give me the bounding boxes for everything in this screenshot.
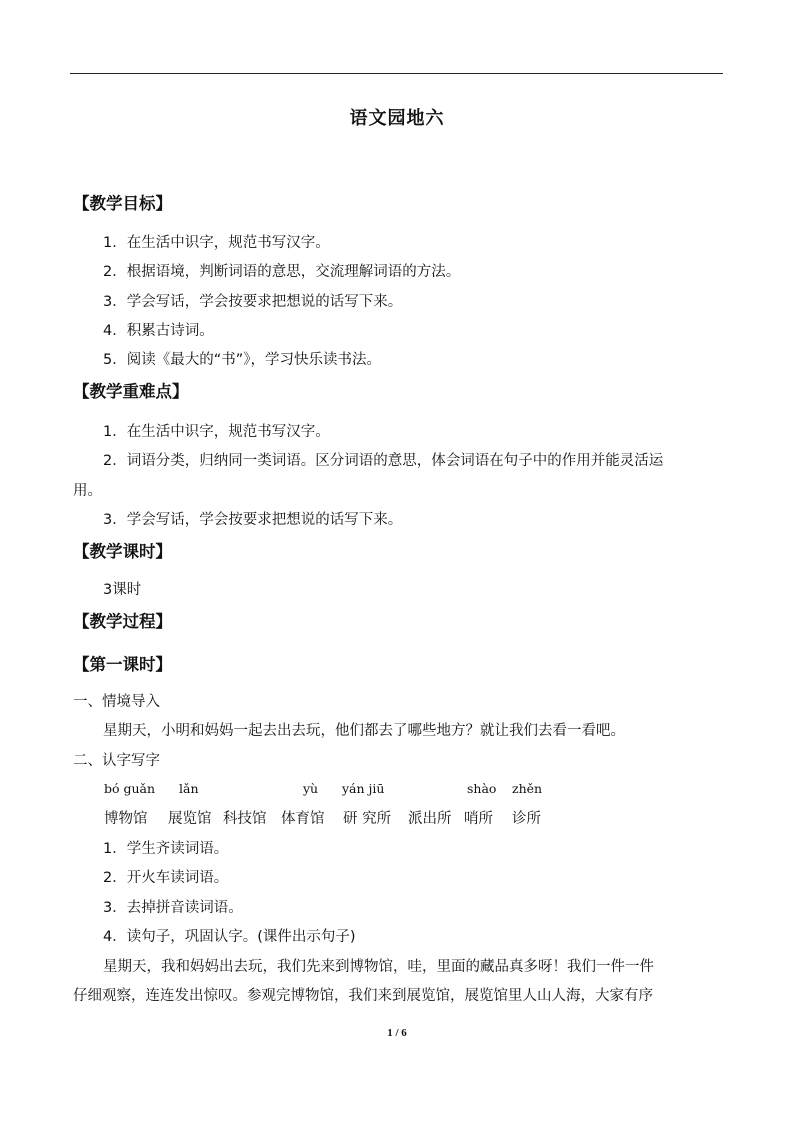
objective-item: 5．阅读《最大的“书”》，学习快乐读书法。	[103, 352, 381, 368]
vocab-word: 博物馆	[104, 811, 148, 827]
vocab-word: 诊所	[512, 811, 541, 827]
vocab-word: 科技馆	[223, 811, 267, 827]
objective-item: 1．在生活中识字，规范书写汉字。	[103, 235, 330, 251]
step-item: 2．开火车读词语。	[103, 870, 229, 886]
step-heading: 一、情境导入	[73, 694, 160, 710]
objective-item: 4．积累古诗词。	[103, 323, 214, 339]
step-item: 3．去掉拼音读词语。	[103, 900, 243, 916]
vocab-word: 研 究所	[343, 811, 392, 827]
pinyin-label: yán jiū	[342, 781, 385, 796]
page-number: 1 / 6	[387, 1027, 407, 1039]
step-item: 1．学生齐读词语。	[103, 841, 229, 857]
objective-item: 2．根据语境，判断词语的意思，交流理解词语的方法。	[103, 264, 461, 280]
pinyin-label: yù	[303, 781, 319, 796]
vocab-word: 派出所	[408, 811, 452, 827]
step-heading: 二、认字写字	[73, 753, 160, 769]
header-rule	[70, 73, 723, 74]
pinyin-label: bó guǎn	[104, 781, 156, 796]
vocab-word: 哨所	[464, 811, 493, 827]
section-heading-first-lesson: 【第一课时】	[73, 655, 172, 674]
objective-item: 3．学会写话，学会按要求把想说的话写下来。	[103, 294, 403, 310]
step-text: 星期天，小明和妈妈一起去出去玩，他们都去了哪些地方？就让我们去看一看吧。	[103, 723, 625, 739]
section-heading-objectives: 【教学目标】	[73, 194, 172, 213]
hours-value: 3课时	[103, 582, 142, 598]
key-point-item-continued: 用。	[73, 483, 102, 499]
key-point-item: 1．在生活中识字，规范书写汉字。	[103, 424, 330, 440]
key-point-item: 2．词语分类，归纳同一类词语。区分词语的意思，体会词语在句子中的作用并能灵活运	[103, 453, 664, 469]
step-item: 4．读句子，巩固认字。(课件出示句子)	[103, 929, 356, 945]
pinyin-label: shào	[467, 781, 497, 796]
section-heading-process: 【教学过程】	[73, 612, 172, 631]
vocab-word: 体育馆	[281, 811, 325, 827]
paragraph-line: 星期天，我和妈妈出去玩，我们先来到博物馆，哇，里面的藏品真多呀！我们一件一件	[103, 959, 654, 975]
section-heading-key-points: 【教学重难点】	[73, 382, 189, 401]
pinyin-label: lǎn	[179, 781, 199, 796]
page-title: 语文园地六	[349, 108, 445, 129]
key-point-item: 3．学会写话，学会按要求把想说的话写下来。	[103, 512, 403, 528]
pinyin-label: zhěn	[512, 781, 543, 796]
section-heading-hours: 【教学课时】	[73, 542, 172, 561]
paragraph-line: 仔细观察，连连发出惊叹。参观完博物馆，我们来到展览馆，展览馆里人山人海，大家有序	[73, 988, 653, 1004]
vocab-word: 展览馆	[168, 811, 212, 827]
